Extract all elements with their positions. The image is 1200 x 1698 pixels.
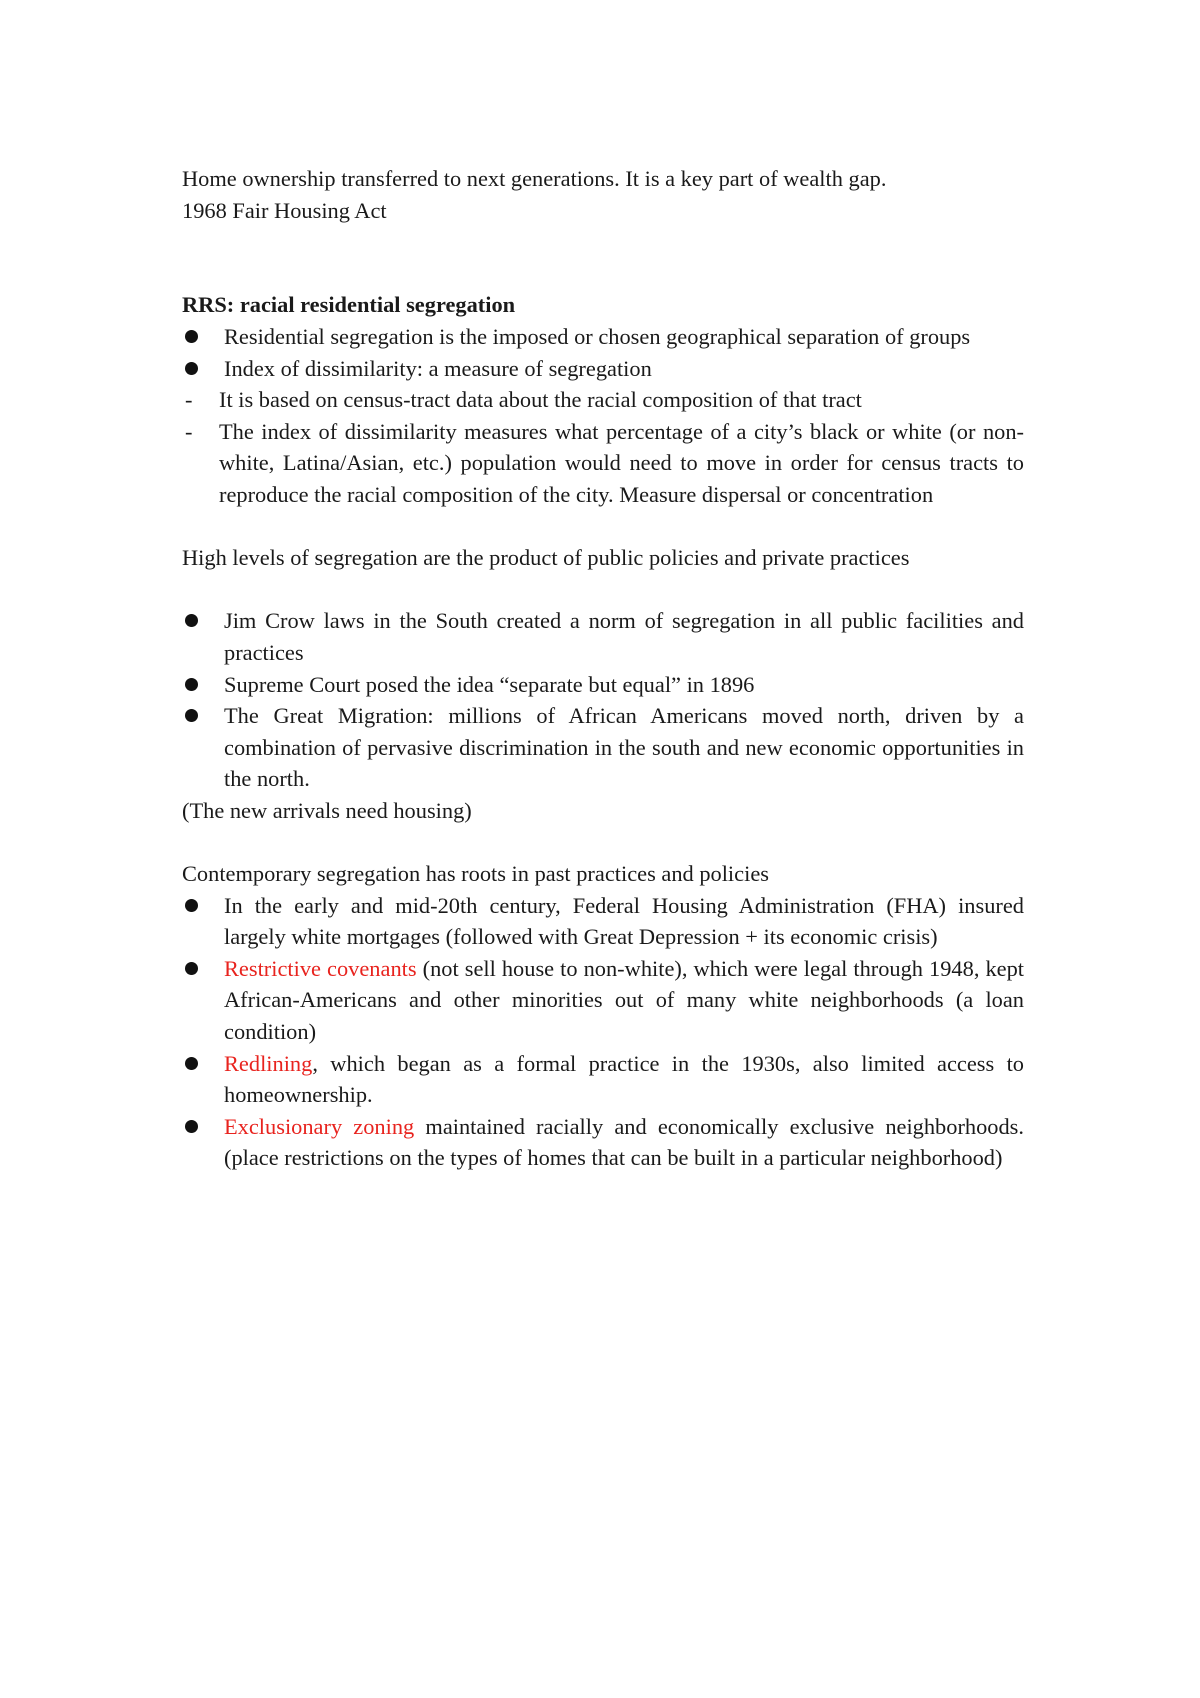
section-heading: RRS: racial residential segregation [182,292,516,318]
bullet-text: Supreme Court posed the idea “separate but equal” in 1896 [224,671,755,697]
paragraph: High levels of segregation are the product of public policies and private practices [182,545,910,571]
bullet-dot-icon [185,330,198,343]
bullet-text: In the early and mid-20th century, Federal Housing Administration (FHA) insured largely white mortgages (followed with Great Depression + its economic crisis) [224,892,1024,950]
spacer [182,826,1024,858]
bullet-text: Index of dissimilarity: a measure of segregation [224,355,652,381]
bullet-item [182,700,1024,795]
dash-marker: - [185,418,193,444]
bullet-dot-icon [185,614,198,627]
spacer [182,511,1024,543]
bullet-text: The Great Migration: millions of African Americans moved north, driven by a combination of pervasive discrimination in the south and new economic opportunities in the north. [224,703,1024,792]
dash-marker: - [185,387,193,413]
intro-line: Home ownership transferred to next generations. It is a key part of wealth gap. [182,166,887,191]
bullet-dot-icon [185,1057,198,1070]
highlighted-term: Exclusionary zoning [224,1113,415,1139]
bullet-dot-icon [185,709,198,722]
bullet-dot-icon [185,362,198,375]
bullet-item [182,353,1024,385]
dash-item [182,416,1024,511]
bullet-text: maintained racially and economically exclusive neighborhoods. (place restrictions on the types of homes that can be built in a particular neighborhood) [224,1113,1024,1171]
bullet-text: Jim Crow laws in the South created a norm of segregation in all public facilities and practices [224,608,1024,665]
dash-text: It is based on census-tract data about the racial composition of that tract [219,387,862,413]
paragraph: Contemporary segregation has roots in past practices and policies [182,861,769,887]
highlighted-term: Redlining [224,1050,313,1076]
bullet-item [182,1111,1024,1174]
spacer [182,258,1024,290]
bullet-dot-icon [185,962,198,975]
spacer [182,226,1024,258]
bullet-item [182,605,1024,668]
bullet-text: Residential segregation is the imposed or chosen geographical separation of groups [224,323,971,349]
intro-line: 1968 Fair Housing Act [182,197,387,223]
bullet-item [182,321,1024,353]
dash-item [182,384,1024,416]
bullet-dot-icon [185,1120,198,1133]
bullet-item [182,1048,1024,1111]
dash-text: The index of dissimilarity measures what percentage of a city’s black or white (or non-white, Latina/Asian, etc.) population would need to move in order for census tracts to reproduce the racial composition of the city. Measure dispersal or concentration [219,418,1024,507]
bullet-item [182,890,1024,953]
spacer [182,574,1024,606]
bullet-item [182,669,1024,701]
bullet-dot-icon [185,678,198,691]
bullet-text: , which began as a formal practice in the 1930s, also limited access to homeownership. [224,1050,1024,1108]
highlighted-term: Restrictive covenants [224,955,417,981]
paragraph: (The new arrivals need housing) [182,797,472,823]
bullet-dot-icon [185,899,198,912]
bullet-item [182,953,1024,1048]
page-content [182,163,1024,1174]
bullet-text: (not sell house to non-white), which were legal through 1948, kept African-Americans and other minorities out of many white neighborhoods (a loan condition) [224,955,1025,1045]
